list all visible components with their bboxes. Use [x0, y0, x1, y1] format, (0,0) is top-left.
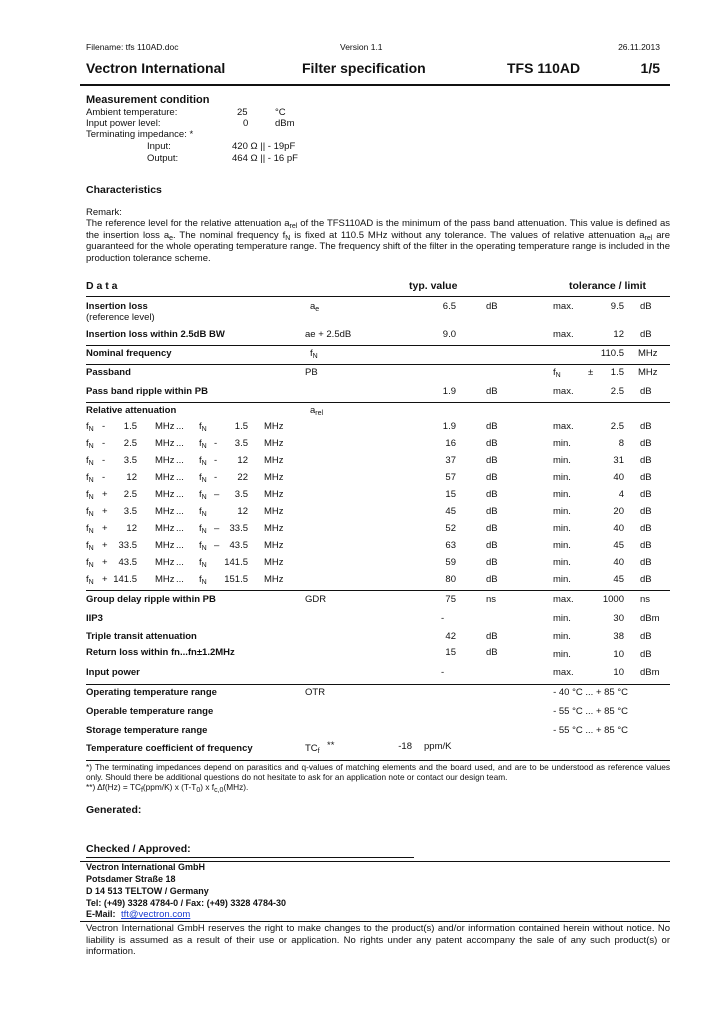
limit-unit: dB	[640, 421, 652, 432]
limit-unit: dB	[640, 631, 652, 642]
att-to: 22	[237, 472, 248, 483]
att-sign: -	[102, 455, 106, 466]
limit-qualifier: min.	[553, 649, 571, 660]
limit-qualifier: max.	[553, 667, 574, 678]
limit-qualifier: min.	[553, 631, 571, 642]
subscript: N	[285, 234, 291, 242]
att-dots: ...	[176, 506, 184, 517]
subscript: N	[201, 528, 207, 535]
att-unit: MHz	[155, 540, 175, 551]
limit-unit: dB	[640, 574, 652, 585]
limit-unit: dB	[640, 329, 652, 340]
att-fn: $f_N$	[86, 455, 94, 467]
part-number: TFS 110AD	[507, 60, 581, 76]
row-symbol: ae + 2.5dB	[305, 329, 352, 340]
typ-unit: dB	[486, 472, 498, 483]
plus-minus: ±	[588, 367, 594, 378]
footnote-tc	[86, 782, 670, 792]
att-fn: $f_N$	[86, 557, 94, 569]
typ-value: 15	[445, 489, 456, 500]
limit-qualifier: max.	[553, 301, 574, 312]
att-sign: +	[102, 506, 108, 517]
att-unit: MHz	[264, 540, 284, 551]
row-label: Group delay ripple within PB	[86, 594, 216, 605]
limit-qualifier: min.	[553, 574, 571, 585]
limit-unit: dB	[640, 301, 652, 312]
fn-part: (MHz).	[223, 782, 249, 792]
att-to: 3.5	[234, 489, 248, 500]
typ-value: 45	[445, 506, 456, 517]
limit-unit: MHz	[638, 348, 658, 359]
att-to: 3.5	[234, 438, 248, 449]
fn-sub: c,0	[214, 787, 224, 794]
power-label: Input power level:	[86, 118, 161, 129]
subscript: N	[555, 372, 561, 379]
typ-unit: dB	[486, 506, 498, 517]
subscript: N	[88, 562, 94, 569]
row-symbol: OTR	[305, 687, 326, 698]
limit-value: 10	[613, 667, 624, 678]
att-fn: $f_N$	[86, 438, 94, 450]
subscript: f	[317, 748, 320, 755]
row-label: (reference level)	[86, 312, 155, 323]
att-unit: MHz	[155, 472, 175, 483]
typ-value: 15	[445, 647, 456, 658]
typ-value: 42	[445, 631, 456, 642]
att-sign: –	[214, 523, 220, 534]
row-label: Temperature coefficient of frequency	[86, 743, 253, 754]
att-sign: -	[102, 472, 106, 483]
limit-qualifier: max.	[553, 421, 574, 432]
subscript: N	[88, 528, 94, 535]
att-sign: –	[214, 489, 220, 500]
limit-unit: dB	[640, 438, 652, 449]
row-label: Passband	[86, 367, 131, 378]
measurement-title: Measurement condition	[86, 94, 210, 106]
row-label: Operating temperature range	[86, 687, 217, 698]
limit-qualifier: max.	[553, 594, 574, 605]
typ-unit: dB	[486, 438, 498, 449]
company-name: Vectron International GmbH	[86, 862, 206, 872]
limit-unit: dBm	[640, 613, 660, 624]
typ-unit: dB	[486, 557, 498, 568]
att-unit: MHz	[155, 455, 175, 466]
company-city: D 14 513 TELTOW / Germany	[86, 886, 209, 896]
limit-value: 30	[613, 613, 624, 624]
att-unit: MHz	[264, 421, 284, 432]
att-dots: ...	[176, 540, 184, 551]
typ-value: 75	[445, 594, 456, 605]
remark-part: of the TFS110AD is the minimum of the pass band attenuation. This value is defined as the insertion loss a	[86, 218, 670, 241]
subscript: N	[201, 494, 207, 501]
limit-value: 4	[618, 489, 624, 500]
limit-qualifier: min.	[553, 540, 571, 551]
att-fn: $f_N$	[199, 574, 207, 586]
subscript: N	[201, 477, 207, 484]
typ-value: -18	[398, 741, 412, 752]
input-label: Input:	[147, 141, 171, 152]
limit-unit: dB	[640, 557, 652, 568]
typ-unit: dB	[486, 421, 498, 432]
output-impedance: 464 Ω || - 16 pF	[232, 153, 298, 164]
att-unit: MHz	[155, 438, 175, 449]
att-from: 2.5	[123, 489, 137, 500]
fn-sub: 0	[196, 787, 201, 794]
company-street: Potsdamer Straße 18	[86, 874, 176, 884]
att-to: 141.5	[224, 557, 248, 568]
att-sign: -	[102, 421, 106, 432]
att-dots: ...	[176, 489, 184, 500]
subscript: N	[201, 562, 207, 569]
att-unit: MHz	[264, 523, 284, 534]
limit-value: 9.5	[610, 301, 624, 312]
remark-part: are guaranteed for the whole operating temperature range. The frequency shift of the filter in the operating temperature range is included in the production tolerance scheme.	[86, 229, 670, 264]
limit-value: 110.5	[600, 348, 624, 359]
subscript: N	[88, 477, 94, 484]
subscript: e	[169, 234, 174, 242]
row-label: Nominal frequency	[86, 348, 172, 359]
att-unit: MHz	[155, 421, 175, 432]
typ-value: 1.9	[442, 421, 456, 432]
row-label: Return loss within fn...fn±1.2MHz	[86, 647, 235, 658]
typ-value: 6.5	[442, 301, 456, 312]
subscript: N	[201, 545, 207, 552]
att-fn: $f_N$	[199, 506, 207, 518]
att-sign: –	[214, 540, 220, 551]
limit-value: 45	[613, 574, 624, 585]
impedance-label: Terminating impedance: *	[86, 129, 194, 140]
limit-value: 1.5	[610, 367, 624, 378]
att-from: 3.5	[123, 506, 137, 517]
att-from: 141.5	[113, 574, 137, 585]
att-fn: $f_N$	[199, 455, 207, 467]
subscript: rel	[289, 223, 298, 230]
limit-qualifier: min.	[553, 455, 571, 466]
typ-unit: dB	[486, 574, 498, 585]
limit-value: 2.5	[610, 421, 624, 432]
generated-label: Generated:	[86, 804, 142, 816]
company-title: Vectron International	[86, 60, 226, 76]
checked-label: Checked / Approved:	[86, 843, 191, 855]
remark-part: The reference level for the relative attenuation a	[86, 218, 290, 229]
typ-unit: ppm/K	[424, 741, 452, 752]
att-from: 43.5	[118, 557, 137, 568]
limit-qualifier: min.	[553, 489, 571, 500]
subscript: N	[201, 511, 207, 518]
row-symbol: PB	[305, 367, 318, 378]
typ-value: 37	[445, 455, 456, 466]
limit-unit: dB	[640, 649, 652, 660]
footnote-mark: **	[327, 740, 335, 751]
email-link[interactable]: tft@vectron.com	[121, 909, 191, 920]
limit-unit: dB	[640, 540, 652, 551]
limit-qualifier: min.	[553, 523, 571, 534]
att-dots: ...	[176, 523, 184, 534]
typ-value: 16	[445, 438, 456, 449]
att-sign: +	[102, 540, 108, 551]
att-fn: $f_N$	[86, 472, 94, 484]
att-to: 43.5	[229, 540, 248, 551]
email-label: E-Mail:	[86, 909, 116, 919]
filename: Filename: tfs 110AD.doc	[86, 42, 179, 52]
att-unit: MHz	[264, 506, 284, 517]
row-symbol: $f_N$	[310, 348, 318, 360]
limit-value: 45	[613, 540, 624, 551]
row-label: Operable temperature range	[86, 706, 214, 717]
att-unit: MHz	[155, 557, 175, 568]
att-fn: $f_N$	[199, 540, 207, 552]
att-sign: +	[102, 574, 108, 585]
typ-value: 52	[445, 523, 456, 534]
row-symbol: GDR	[305, 594, 327, 605]
att-fn: $f_N$	[199, 472, 207, 484]
att-sign: +	[102, 523, 108, 534]
date: 26.11.2013	[618, 42, 660, 52]
temperature-range: - 55 °C ... + 85 °C	[553, 706, 628, 717]
att-to: 12	[237, 455, 248, 466]
att-fn: $f_N$	[86, 540, 94, 552]
fn-part: **) Δf(Hz) = TC	[86, 782, 141, 792]
power-value: 0	[243, 118, 249, 129]
att-to: 33.5	[229, 523, 248, 534]
row-label: Relative attenuation	[86, 405, 177, 416]
att-dots: ...	[176, 438, 184, 449]
att-sign: -	[214, 472, 218, 483]
limit-value: 10	[613, 649, 624, 660]
limit-unit: dB	[640, 523, 652, 534]
col-data: D a t a	[86, 280, 118, 292]
input-impedance: 420 Ω || - 19pF	[232, 141, 296, 152]
typ-unit: dB	[486, 386, 498, 397]
typ-unit: dB	[486, 523, 498, 534]
typ-unit: dB	[486, 647, 498, 658]
limit-qualifier: $f_N$	[553, 367, 561, 379]
rule	[86, 402, 670, 403]
att-unit: MHz	[155, 489, 175, 500]
att-fn: $f_N$	[199, 489, 207, 501]
att-fn: $f_N$	[86, 506, 94, 518]
att-fn: $f_N$	[199, 557, 207, 569]
att-unit: MHz	[264, 438, 284, 449]
att-sign: -	[214, 455, 218, 466]
remark-label: Remark:	[86, 207, 122, 218]
subscript: N	[88, 460, 94, 467]
att-dots: ...	[176, 455, 184, 466]
remark-part: . The nominal frequency f	[173, 229, 286, 241]
att-from: 2.5	[123, 438, 137, 449]
ambient-unit: °C	[275, 107, 286, 118]
limit-value: 1000	[602, 594, 624, 605]
typ-value: 57	[445, 472, 456, 483]
typ-value: 80	[445, 574, 456, 585]
att-from: 33.5	[118, 540, 137, 551]
limit-unit: dB	[640, 506, 652, 517]
col-tolerance: tolerance / limit	[569, 280, 647, 292]
att-fn: $f_N$	[199, 421, 207, 433]
att-to: 1.5	[234, 421, 248, 432]
signature-line	[86, 857, 414, 858]
row-symbol: $TC_f$	[305, 743, 320, 755]
limit-unit: dB	[640, 489, 652, 500]
typ-value: 63	[445, 540, 456, 551]
att-from: 1.5	[123, 421, 137, 432]
rule	[86, 590, 670, 591]
remark-text	[86, 218, 670, 264]
doc-type: Filter specification	[302, 60, 426, 76]
subscript: N	[201, 579, 207, 586]
row-label: Storage temperature range	[86, 725, 208, 736]
fn-sub: f	[140, 787, 143, 794]
typ-unit: dB	[486, 540, 498, 551]
limit-unit: ns	[640, 594, 651, 605]
version: Version 1.1	[340, 42, 383, 52]
subscript: e	[315, 306, 320, 313]
att-unit: MHz	[155, 506, 175, 517]
power-unit: dBm	[275, 118, 295, 129]
typ-value: 9.0	[442, 329, 456, 340]
limit-qualifier: min.	[553, 557, 571, 568]
limit-value: 2.5	[610, 386, 624, 397]
footnote-impedance: *) The terminating impedances depend on parasitics and q-values of matching elements and the board used, and are to be understood as reference values only. Should there be additional questions do not hesitate to ask for an application note or contact our design team.	[86, 762, 670, 782]
att-fn: $f_N$	[199, 523, 207, 535]
typ-unit: dB	[486, 631, 498, 642]
subscript: N	[88, 511, 94, 518]
fn-part: ) x f	[200, 782, 215, 792]
temperature-range: - 55 °C ... + 85 °C	[553, 725, 628, 736]
limit-unit: dB	[640, 386, 652, 397]
rule	[86, 345, 670, 346]
limit-value: 40	[613, 557, 624, 568]
page-number: 1/5	[640, 60, 660, 76]
typ-unit: ns	[486, 594, 497, 605]
rule	[80, 921, 670, 922]
att-dots: ...	[176, 421, 184, 432]
header-rule	[80, 84, 670, 86]
limit-qualifier: min.	[553, 506, 571, 517]
subscript: N	[88, 545, 94, 552]
limit-unit: dB	[640, 455, 652, 466]
typ-unit: dB	[486, 489, 498, 500]
limit-value: 31	[613, 455, 624, 466]
row-label: IIP3	[86, 613, 103, 624]
subscript: N	[201, 460, 207, 467]
limit-unit: MHz	[638, 367, 658, 378]
subscript: N	[88, 494, 94, 501]
remark-part: is fixed at 110.5 MHz without any tolerance. The values of relative attenuation a	[290, 229, 645, 241]
att-unit: MHz	[264, 489, 284, 500]
rule	[86, 684, 670, 685]
subscript: N	[312, 353, 318, 360]
limit-value: 40	[613, 472, 624, 483]
typ-value: 1.9	[442, 386, 456, 397]
ambient-label: Ambient temperature:	[86, 107, 178, 118]
att-unit: MHz	[264, 557, 284, 568]
att-fn: $f_N$	[86, 574, 94, 586]
row-symbol: $a_{rel}$	[310, 405, 324, 417]
limit-value: 40	[613, 523, 624, 534]
row-symbol: $a_e$	[310, 301, 320, 313]
subscript: rel	[644, 234, 653, 242]
limit-qualifier: min.	[553, 613, 571, 624]
limit-qualifier: min.	[553, 438, 571, 449]
att-from: 12	[126, 523, 137, 534]
subscript: rel	[315, 410, 324, 417]
att-unit: MHz	[155, 574, 175, 585]
att-dots: ...	[176, 472, 184, 483]
att-sign: -	[214, 438, 218, 449]
att-fn: $f_N$	[86, 523, 94, 535]
att-sign: +	[102, 489, 108, 500]
rule	[86, 364, 670, 365]
subscript: N	[88, 426, 94, 433]
typ-value: 59	[445, 557, 456, 568]
limit-value: 38	[613, 631, 624, 642]
fn-part: (ppm/K) x (T-T	[142, 782, 197, 792]
att-unit: MHz	[155, 523, 175, 534]
att-fn: $f_N$	[199, 438, 207, 450]
col-typ: typ. value	[409, 280, 458, 292]
typ-value: -	[441, 613, 445, 624]
att-sign: +	[102, 557, 108, 568]
subscript: N	[88, 579, 94, 586]
output-label: Output:	[147, 153, 179, 164]
limit-value: 12	[613, 329, 624, 340]
row-label: Pass band ripple within PB	[86, 386, 208, 397]
subscript: N	[88, 443, 94, 450]
row-label: Insertion loss within 2.5dB BW	[86, 329, 225, 340]
att-dots: ...	[176, 574, 184, 585]
att-from: 3.5	[123, 455, 137, 466]
att-from: 12	[126, 472, 137, 483]
typ-unit: dB	[486, 455, 498, 466]
subscript: N	[201, 426, 207, 433]
disclaimer: Vectron International GmbH reserves the right to make changes to the product(s) and/or information contained herein without notice. No liability is assumed as a result of their use or application. No rights under any patent accompany the sale of any such product(s) or information.	[86, 923, 670, 957]
row-label: Insertion loss	[86, 301, 148, 312]
subscript: N	[201, 443, 207, 450]
limit-unit: dBm	[640, 667, 660, 678]
att-unit: MHz	[264, 455, 284, 466]
characteristics-title: Characteristics	[86, 184, 162, 196]
att-fn: $f_N$	[86, 421, 94, 433]
att-unit: MHz	[264, 472, 284, 483]
limit-qualifier: min.	[553, 472, 571, 483]
limit-unit: dB	[640, 472, 652, 483]
att-dots: ...	[176, 557, 184, 568]
typ-value: -	[441, 667, 445, 678]
limit-value: 8	[618, 438, 624, 449]
att-to: 151.5	[224, 574, 248, 585]
limit-value: 20	[613, 506, 624, 517]
att-sign: -	[102, 438, 106, 449]
company-phone: Tel: (+49) 3328 4784-0 / Fax: (+49) 3328 4784-30	[86, 898, 286, 908]
ambient-value: 25	[237, 107, 248, 118]
typ-unit: dB	[486, 301, 498, 312]
att-unit: MHz	[264, 574, 284, 585]
temperature-range: - 40 °C ... + 85 °C	[553, 687, 628, 698]
att-to: 12	[237, 506, 248, 517]
row-label: Triple transit attenuation	[86, 631, 197, 642]
att-fn: $f_N$	[86, 489, 94, 501]
limit-qualifier: max.	[553, 329, 574, 340]
limit-qualifier: max.	[553, 386, 574, 397]
rule	[86, 296, 670, 297]
rule	[86, 760, 670, 761]
row-label: Input power	[86, 667, 140, 678]
